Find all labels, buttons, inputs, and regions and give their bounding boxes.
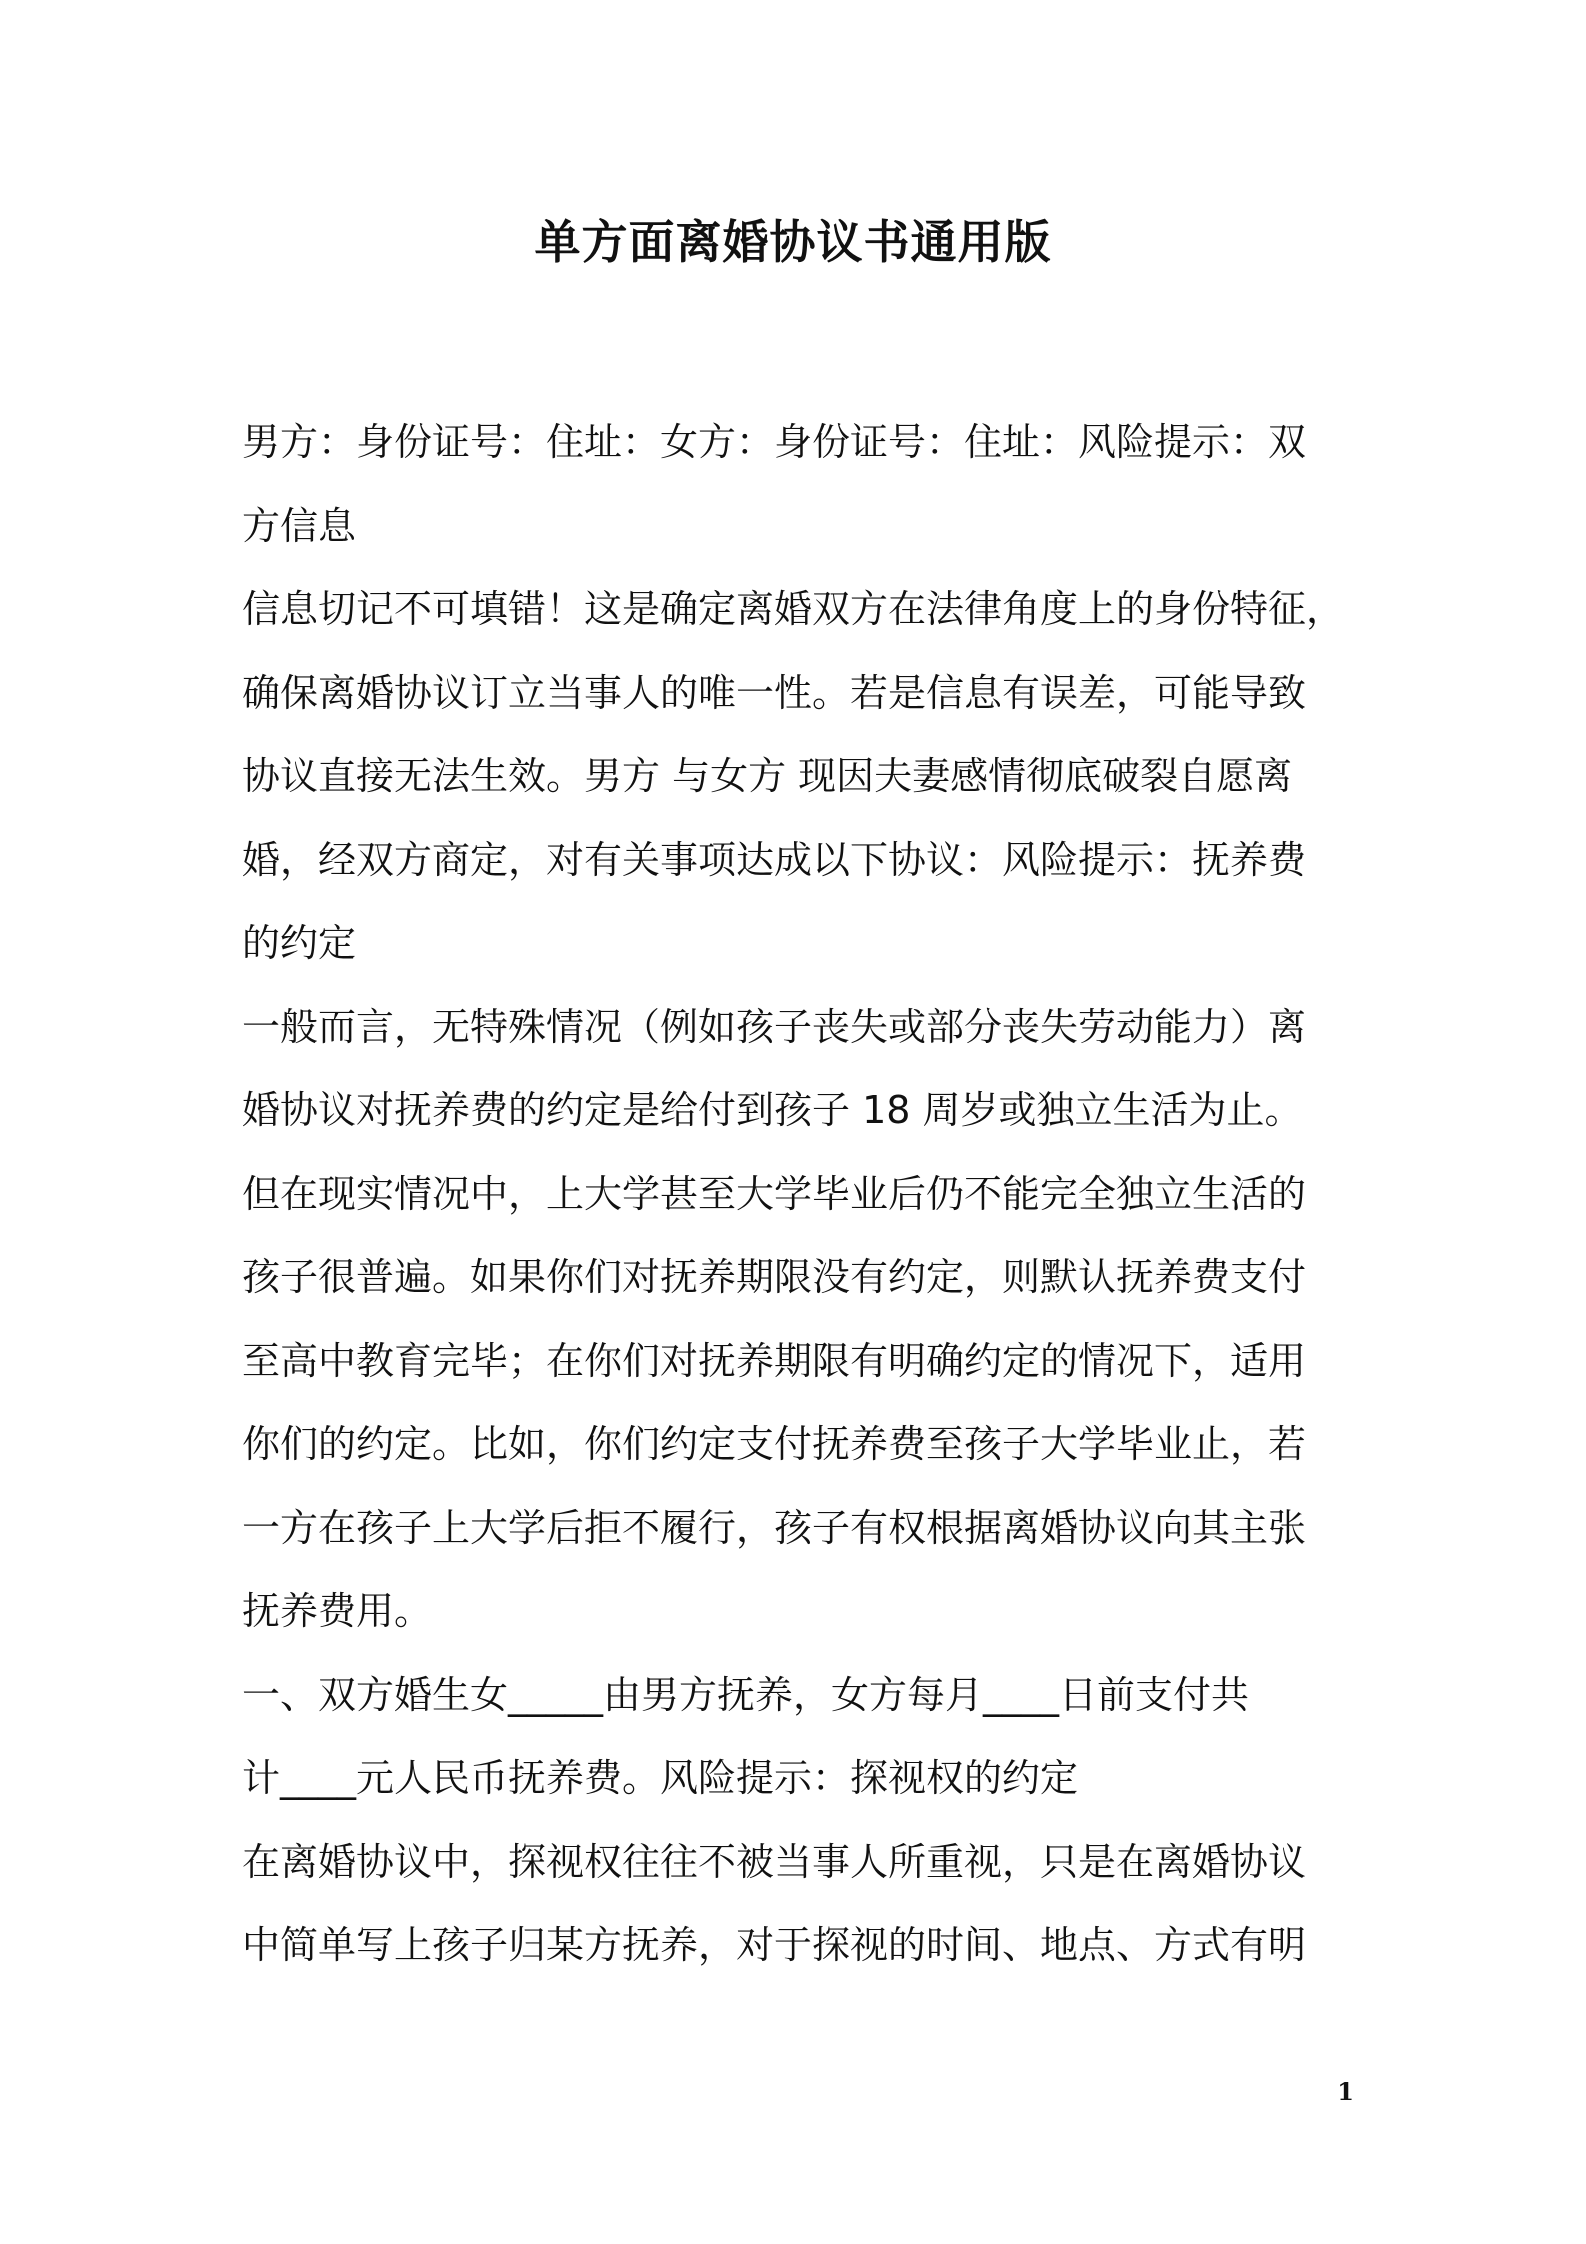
body-line: 但在现实情况中，上大学甚至大学毕业后仍不能完全独立生活的 <box>242 1171 1307 1216</box>
document-body <box>242 401 1352 1988</box>
body-line: 一般而言，无特殊情况（例如孩子丧失或部分丧失劳动能力）离 <box>242 1004 1307 1049</box>
body-line: 协议直接无法生效。男方 与女方 现因夫妻感情彻底破裂自愿离 <box>242 754 1293 798</box>
body-line: 一方在孩子上大学后拒不履行，孩子有权根据离婚协议向其主张 <box>242 1505 1307 1550</box>
body-line: 确保离婚协议订立当事人的唯一性。若是信息有误差，可能导致 <box>242 670 1307 715</box>
body-line: 婚，经双方商定，对有关事项达成以下协议：风险提示：抚养费 <box>242 837 1307 882</box>
body-line: 男方：身份证号：住址：女方：身份证号：住址：风险提示：双 <box>242 420 1307 464</box>
body-line: 的约定 <box>242 921 357 965</box>
body-line: 婚协议对抚养费的约定是给付到孩子 18 周岁或独立生活为止。 <box>242 1088 1303 1132</box>
body-line: 在离婚协议中，探视权往往不被当事人所重视，只是在离婚协议 <box>242 1839 1307 1884</box>
body-line: 信息切记不可填错！这是确定离婚双方在法律角度上的身份特征， <box>242 587 1345 631</box>
body-line: 抚养费用。 <box>242 1589 433 1633</box>
body-line: 孩子很普遍。如果你们对抚养期限没有约定，则默认抚养费支付 <box>242 1255 1307 1299</box>
body-line: 中简单写上孩子归某方抚养，对于探视的时间、地点、方式有明 <box>242 1923 1307 1967</box>
document-title: 单方面离婚协议书通用版 <box>534 215 1052 269</box>
body-line: 方信息 <box>242 503 357 548</box>
body-line: 一、双方婚生女_____由男方抚养，女方每月____日前支付共 <box>242 1672 1250 1717</box>
body-line: 你们的约定。比如，你们约定支付抚养费至孩子大学毕业止，若 <box>242 1422 1307 1466</box>
body-line: 至高中教育完毕；在你们对抚养期限有明确约定的情况下，适用 <box>242 1338 1307 1383</box>
body-line: 计____元人民币抚养费。风险提示：探视权的约定 <box>242 1756 1079 1800</box>
page-number: 1 <box>1337 2077 1354 2106</box>
